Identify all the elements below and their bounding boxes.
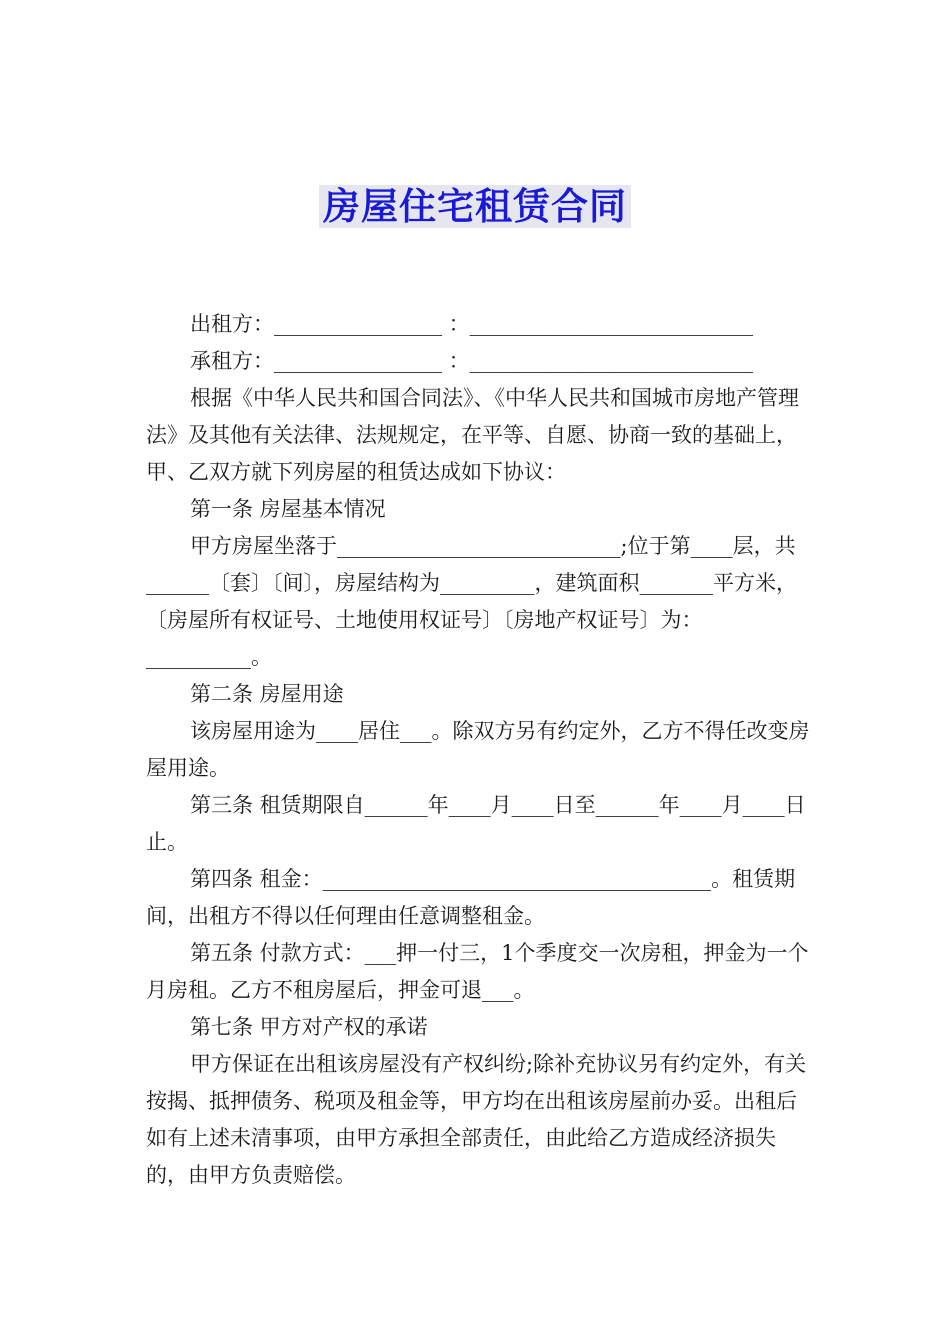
article-7-heading: 第七条 甲方对产权的承诺 xyxy=(190,1015,428,1039)
article-1-heading: 第一条 房屋基本情况 xyxy=(190,497,386,521)
article-2-heading: 第二条 房屋用途 xyxy=(190,682,344,706)
document-title-wrap xyxy=(0,176,950,230)
article-4: 第四条 租金：_____________________________________。租赁期间，出租方不得以任何理由任意调整租金。 xyxy=(146,867,796,928)
paragraph-preamble: 根据《中华人民共和国合同法》、《中华人民共和国城市房地产管理法》及其他有关法律、法规规定，在平等、自愿、协商一致的基础上，甲、乙双方就下列房屋的租赁达成如下协议： xyxy=(146,386,799,484)
article-1-body: 甲方房屋坐落于___________________________;位于第____层，共______〔套〕〔间〕，房屋结构为_________，建筑面积_______平方米，〔房屋所有权证号、土地使用权证号〕〔房地产权证号〕为：__________。 xyxy=(146,534,797,669)
document-body xyxy=(146,306,814,1194)
article-7-body: 甲方保证在出租该房屋没有产权纠纷;除补充协议另有约定外，有关按揭、抵押债务、税项及租金等，甲方均在出租该房屋前办妥。出租后如有上述未清事项，由甲方承担全部责任，由此给乙方造成经济损失的，由甲方负责赔偿。 xyxy=(146,1052,807,1187)
document-title: 房屋住宅租赁合同 xyxy=(319,185,631,228)
article-3: 第三条 租赁期限自______年____月____日至______年____月____日止。 xyxy=(146,793,806,854)
paragraph-lessor: 出租方：________________ ：___________________________ xyxy=(190,312,754,336)
article-2-body: 该房屋用途为____居住___。除双方另有约定外，乙方不得任改变房屋用途。 xyxy=(146,719,810,780)
article-5: 第五条 付款方式：___押一付三，1个季度交一次房租，押金为一个月房租。乙方不租房屋后，押金可退___。 xyxy=(146,941,809,1002)
paragraph-lessee: 承租方：________________ ：___________________________ xyxy=(190,349,754,373)
